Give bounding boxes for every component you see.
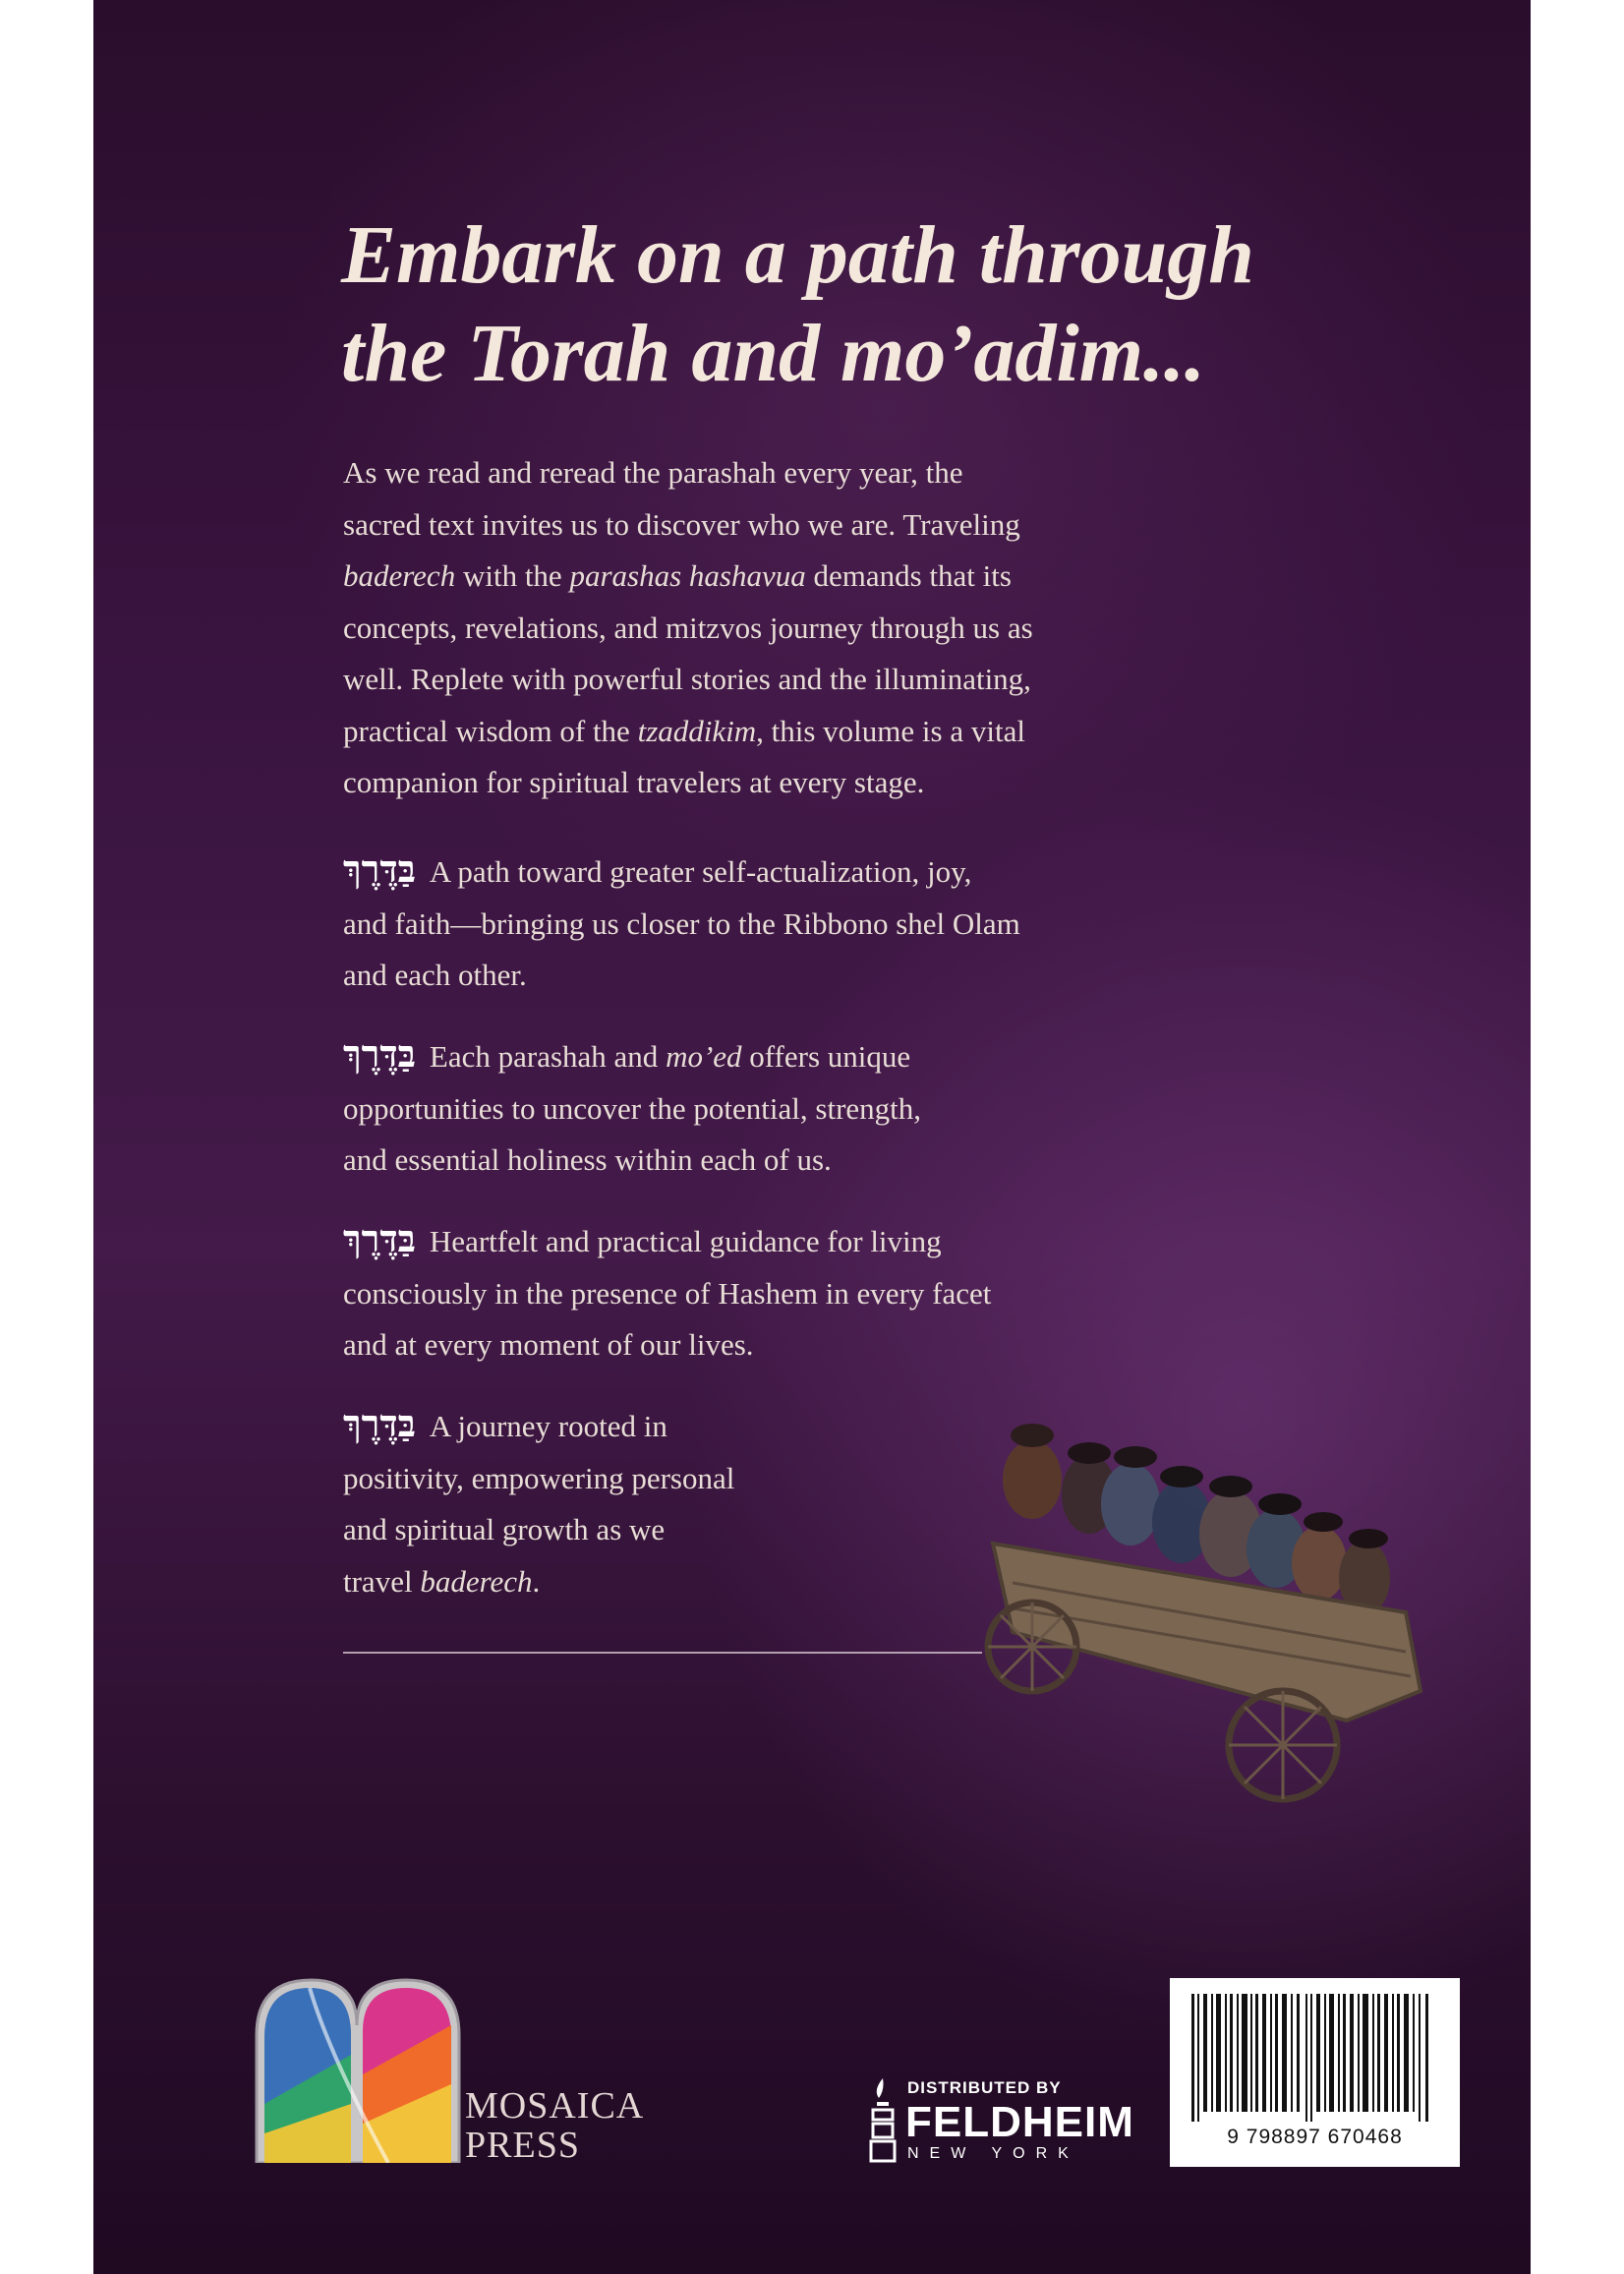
wagon-illustration: [973, 1396, 1435, 1829]
intro-line: companion for spiritual travelers at every stage.: [343, 765, 925, 799]
intro-text: with the: [455, 558, 570, 593]
intro-text: , this volume is a vital: [756, 713, 1025, 748]
publisher-name: PRESS: [465, 2125, 580, 2166]
headline-line-2: the Torah and mo’adim...: [341, 308, 1206, 399]
headline-line-1: Embark on a path through: [341, 209, 1255, 301]
bullet-text: and essential holiness within each of us.: [343, 1142, 832, 1177]
hebrew-marker: בַּדֶּרֶךְ: [343, 1216, 416, 1260]
publisher-name: MOSAICA: [465, 2085, 645, 2127]
hebrew-marker: בַּדֶּרֶךְ: [343, 1401, 416, 1445]
intro-paragraph: [343, 447, 1228, 809]
intro-italic: baderech: [343, 558, 456, 593]
distributed-by-label: DISTRIBUTED BY: [907, 2078, 1062, 2097]
bullet-text: opportunities to uncover the potential, strength,: [343, 1090, 922, 1126]
bullet-text: and each other.: [343, 958, 527, 992]
bullet-text: Heartfelt and practical guidance for living: [429, 1224, 942, 1258]
intro-text: demands that its: [805, 558, 1012, 593]
feldheim-name: FELDHEIM: [905, 2098, 1134, 2146]
bullet-text: and faith—bringing us closer to the Ribbono shel Olam: [343, 905, 1020, 941]
hebrew-marker: בַּדֶּרֶךְ: [343, 1031, 416, 1076]
intro-line: sacred text invites us to discover who we are. Traveling: [343, 506, 1020, 542]
bullet-text: A path toward greater self-actualization, joy,: [429, 854, 972, 889]
feldheim-city: NEW YORK: [907, 2145, 1079, 2162]
bullet-1: [343, 844, 1228, 1002]
barcode-box: [1170, 1978, 1460, 2167]
intro-text: practical wisdom of the: [343, 713, 638, 748]
intro-line: well. Replete with powerful stories and the illuminating,: [343, 662, 1031, 696]
intro-line: As we read and reread the parashah every year, the: [343, 455, 963, 490]
hebrew-marker: בַּדֶּרֶךְ: [343, 846, 416, 891]
bullet-text: travel: [343, 1563, 421, 1599]
bullet-3: [343, 1213, 1228, 1371]
intro-line: [343, 706, 1228, 758]
isbn-number: 9 798897 670468: [1227, 2126, 1403, 2148]
bullet-text: .: [532, 1563, 541, 1599]
intro-italic: parashas hashavua: [569, 558, 806, 593]
bullet-text: positivity, empowering personal: [343, 1460, 735, 1495]
divider-rule: [343, 1652, 982, 1654]
flame-icon: [865, 2076, 899, 2165]
intro-line: concepts, revelations, and mitzvos journey through us as: [343, 610, 1033, 645]
headline: [341, 206, 1422, 403]
bullet-text: Each parashah and: [429, 1039, 667, 1074]
bullet-text: and at every moment of our lives.: [343, 1327, 754, 1362]
barcode: [1189, 1994, 1435, 2122]
bullet-italic: baderech: [420, 1563, 533, 1599]
bullet-text: consciously in the presence of Hashem in every facet: [343, 1275, 992, 1311]
bullet-text: offers unique: [741, 1039, 911, 1074]
intro-italic: tzaddikim: [637, 713, 757, 748]
bullet-text: and spiritual growth as we: [343, 1512, 666, 1546]
intro-line: [343, 551, 1228, 603]
bullet-text: A journey rooted in: [429, 1409, 667, 1443]
bullet-2: [343, 1028, 1228, 1187]
bullet-italic: mo’ed: [666, 1039, 742, 1074]
back-cover: [93, 0, 1531, 2274]
